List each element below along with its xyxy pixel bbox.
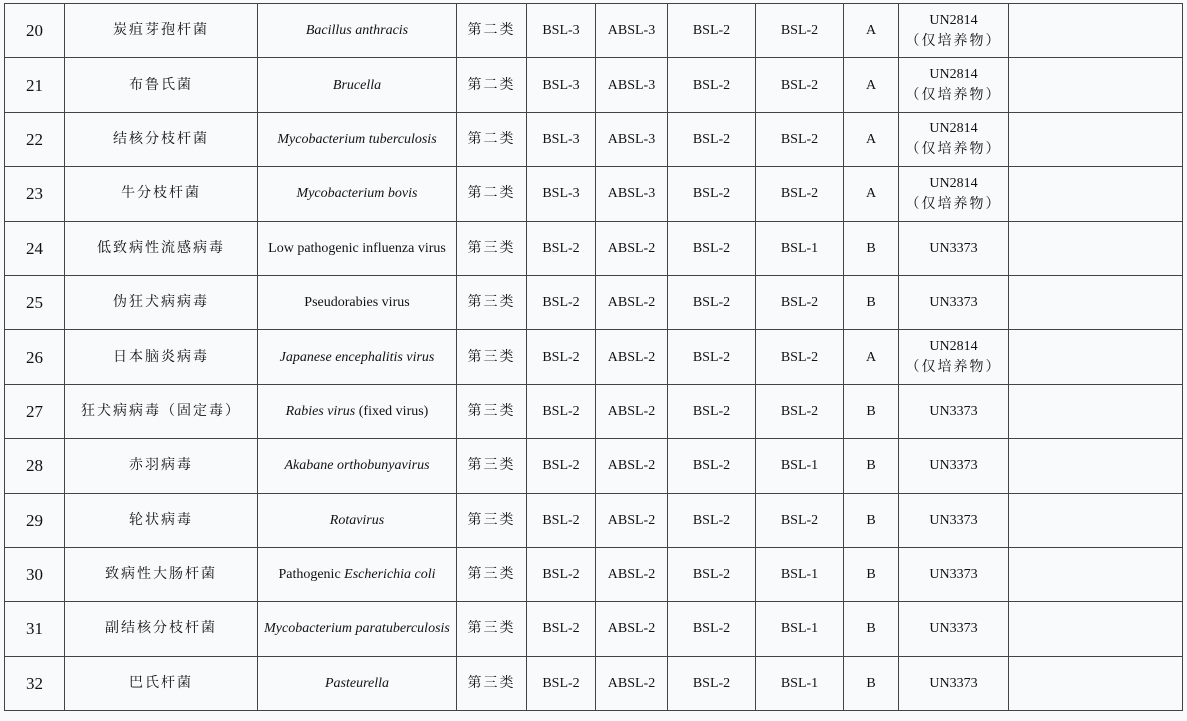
table-row xyxy=(5,493,1183,547)
un-number-cell xyxy=(899,330,1009,384)
row-number-cell: 20 xyxy=(5,4,65,58)
hazard-class-cell: 第三类 xyxy=(457,493,527,547)
latin-name-part: Pasteurella xyxy=(324,675,390,691)
animal-biosafety-level-cell: ABSL-3 xyxy=(596,167,668,221)
row-number-cell: 32 xyxy=(5,656,65,710)
un-number-cell xyxy=(899,275,1009,329)
remark-cell xyxy=(1009,167,1183,221)
latin-name-part: Escherichia coli xyxy=(344,567,436,583)
latin-name-cell xyxy=(258,330,457,384)
chinese-name-cell: 结核分枝杆菌 xyxy=(65,112,258,166)
table-row xyxy=(5,4,1183,58)
un-number: UN3373 xyxy=(929,240,978,256)
latin-name-cell xyxy=(258,384,457,438)
chinese-name-cell: 致病性大肠杆菌 xyxy=(65,547,258,601)
packaging-category-cell: B xyxy=(844,275,899,329)
latin-name-cell xyxy=(258,112,457,166)
operation-level-1-cell: BSL-2 xyxy=(668,58,756,112)
packaging-category-cell: A xyxy=(844,167,899,221)
latin-name-cell xyxy=(258,4,457,58)
operation-level-1-cell: BSL-2 xyxy=(668,602,756,656)
un-number: UN2814 xyxy=(929,339,978,355)
packaging-category-cell: B xyxy=(844,547,899,601)
packaging-category-cell: A xyxy=(844,58,899,112)
operation-level-1-cell: BSL-2 xyxy=(668,167,756,221)
table-row xyxy=(5,384,1183,438)
remark-cell xyxy=(1009,439,1183,493)
lab-biosafety-level-cell: BSL-2 xyxy=(527,330,596,384)
lab-biosafety-level-cell: BSL-2 xyxy=(527,221,596,275)
packaging-category-cell: A xyxy=(844,4,899,58)
row-number-cell: 28 xyxy=(5,439,65,493)
packaging-category-cell: A xyxy=(844,112,899,166)
un-number: UN2814 xyxy=(929,175,978,191)
un-number-cell xyxy=(899,112,1009,166)
chinese-name-cell: 副结核分枝杆菌 xyxy=(65,602,258,656)
lab-biosafety-level-cell: BSL-3 xyxy=(527,4,596,58)
remark-cell xyxy=(1009,221,1183,275)
un-number-cell xyxy=(899,167,1009,221)
operation-level-1-cell: BSL-2 xyxy=(668,4,756,58)
chinese-name-cell: 赤羽病毒 xyxy=(65,439,258,493)
latin-name-cell xyxy=(258,439,457,493)
chinese-name-cell: 轮状病毒 xyxy=(65,493,258,547)
remark-cell xyxy=(1009,275,1183,329)
operation-level-2-cell: BSL-1 xyxy=(756,221,844,275)
un-number: UN3373 xyxy=(929,512,978,528)
un-number-cell xyxy=(899,221,1009,275)
animal-biosafety-level-cell: ABSL-2 xyxy=(596,275,668,329)
un-note: （仅培养物） xyxy=(905,142,1002,158)
lab-biosafety-level-cell: BSL-2 xyxy=(527,493,596,547)
hazard-class-cell: 第二类 xyxy=(457,112,527,166)
un-number-cell xyxy=(899,602,1009,656)
remark-cell xyxy=(1009,547,1183,601)
operation-level-1-cell: BSL-2 xyxy=(668,547,756,601)
row-number-cell: 30 xyxy=(5,547,65,601)
chinese-name-cell: 伪狂犬病病毒 xyxy=(65,275,258,329)
latin-name-cell xyxy=(258,602,457,656)
latin-name-part: Mycobacterium bovis xyxy=(296,186,418,202)
operation-level-2-cell: BSL-2 xyxy=(756,493,844,547)
table-row xyxy=(5,330,1183,384)
hazard-class-cell: 第三类 xyxy=(457,439,527,493)
un-number: UN3373 xyxy=(929,675,978,691)
latin-name-cell xyxy=(258,493,457,547)
row-number-cell: 31 xyxy=(5,602,65,656)
remark-cell xyxy=(1009,112,1183,166)
animal-biosafety-level-cell: ABSL-3 xyxy=(596,58,668,112)
chinese-name-cell: 狂犬病病毒（固定毒） xyxy=(65,384,258,438)
table-row xyxy=(5,221,1183,275)
chinese-name-cell: 牛分枝杆菌 xyxy=(65,167,258,221)
latin-name-part: (fixed virus) xyxy=(355,403,429,419)
operation-level-2-cell: BSL-2 xyxy=(756,112,844,166)
row-number-cell: 23 xyxy=(5,167,65,221)
un-number-cell xyxy=(899,4,1009,58)
remark-cell xyxy=(1009,656,1183,710)
remark-cell xyxy=(1009,384,1183,438)
row-number-cell: 29 xyxy=(5,493,65,547)
hazard-class-cell: 第二类 xyxy=(457,4,527,58)
table-row xyxy=(5,602,1183,656)
operation-level-1-cell: BSL-2 xyxy=(668,330,756,384)
latin-name-part: Pathogenic xyxy=(278,567,345,583)
un-number: UN2814 xyxy=(929,67,978,83)
row-number-cell: 27 xyxy=(5,384,65,438)
latin-name-cell xyxy=(258,275,457,329)
latin-name-cell xyxy=(258,167,457,221)
table-row xyxy=(5,439,1183,493)
hazard-class-cell: 第二类 xyxy=(457,58,527,112)
chinese-name-cell: 布鲁氏菌 xyxy=(65,58,258,112)
operation-level-1-cell: BSL-2 xyxy=(668,384,756,438)
lab-biosafety-level-cell: BSL-2 xyxy=(527,656,596,710)
row-number-cell: 22 xyxy=(5,112,65,166)
un-number-cell xyxy=(899,656,1009,710)
un-number-cell xyxy=(899,493,1009,547)
chinese-name-cell: 低致病性流感病毒 xyxy=(65,221,258,275)
latin-name-part: Mycobacterium paratuberculosis xyxy=(264,621,450,637)
table-row xyxy=(5,112,1183,166)
operation-level-1-cell: BSL-2 xyxy=(668,656,756,710)
row-number-cell: 26 xyxy=(5,330,65,384)
remark-cell xyxy=(1009,330,1183,384)
lab-biosafety-level-cell: BSL-3 xyxy=(527,167,596,221)
latin-name-part: Akabane orthobunyavirus xyxy=(284,458,430,474)
latin-name-part: Pseudorabies virus xyxy=(304,295,410,311)
animal-biosafety-level-cell: ABSL-3 xyxy=(596,4,668,58)
row-number-cell: 21 xyxy=(5,58,65,112)
operation-level-1-cell: BSL-2 xyxy=(668,112,756,166)
un-number: UN3373 xyxy=(929,295,978,311)
operation-level-2-cell: BSL-1 xyxy=(756,439,844,493)
operation-level-1-cell: BSL-2 xyxy=(668,221,756,275)
hazard-class-cell: 第三类 xyxy=(457,602,527,656)
hazard-class-cell: 第三类 xyxy=(457,384,527,438)
packaging-category-cell: B xyxy=(844,439,899,493)
remark-cell xyxy=(1009,493,1183,547)
chinese-name-cell: 炭疽芽孢杆菌 xyxy=(65,4,258,58)
latin-name-part: Rotavirus xyxy=(329,512,385,528)
un-note: （仅培养物） xyxy=(905,360,1002,376)
latin-name-part: Brucella xyxy=(332,77,382,93)
un-number: UN3373 xyxy=(929,458,978,474)
packaging-category-cell: B xyxy=(844,221,899,275)
remark-cell xyxy=(1009,602,1183,656)
animal-biosafety-level-cell: ABSL-2 xyxy=(596,384,668,438)
operation-level-2-cell: BSL-2 xyxy=(756,167,844,221)
latin-name-part: Rabies virus xyxy=(285,403,356,419)
animal-biosafety-level-cell: ABSL-2 xyxy=(596,439,668,493)
remark-cell xyxy=(1009,4,1183,58)
latin-name-cell xyxy=(258,221,457,275)
un-number-cell xyxy=(899,547,1009,601)
latin-name-part: Low pathogenic influenza virus xyxy=(268,240,446,256)
un-number-cell xyxy=(899,439,1009,493)
lab-biosafety-level-cell: BSL-2 xyxy=(527,439,596,493)
operation-level-2-cell: BSL-2 xyxy=(756,4,844,58)
packaging-category-cell: B xyxy=(844,656,899,710)
table-row xyxy=(5,167,1183,221)
un-number: UN3373 xyxy=(929,621,978,637)
operation-level-2-cell: BSL-1 xyxy=(756,602,844,656)
packaging-category-cell: B xyxy=(844,384,899,438)
operation-level-2-cell: BSL-2 xyxy=(756,330,844,384)
table-row xyxy=(5,656,1183,710)
row-number-cell: 25 xyxy=(5,275,65,329)
animal-biosafety-level-cell: ABSL-2 xyxy=(596,602,668,656)
animal-biosafety-level-cell: ABSL-2 xyxy=(596,493,668,547)
un-number: UN3373 xyxy=(929,403,978,419)
packaging-category-cell: B xyxy=(844,493,899,547)
lab-biosafety-level-cell: BSL-2 xyxy=(527,384,596,438)
animal-biosafety-level-cell: ABSL-2 xyxy=(596,221,668,275)
remark-cell xyxy=(1009,58,1183,112)
un-number-cell xyxy=(899,58,1009,112)
un-note: （仅培养物） xyxy=(905,196,1002,212)
hazard-class-cell: 第三类 xyxy=(457,221,527,275)
operation-level-1-cell: BSL-2 xyxy=(668,439,756,493)
operation-level-2-cell: BSL-1 xyxy=(756,547,844,601)
un-note: （仅培养物） xyxy=(905,88,1002,104)
hazard-class-cell: 第二类 xyxy=(457,167,527,221)
packaging-category-cell: B xyxy=(844,602,899,656)
animal-biosafety-level-cell: ABSL-2 xyxy=(596,656,668,710)
operation-level-2-cell: BSL-2 xyxy=(756,384,844,438)
operation-level-2-cell: BSL-2 xyxy=(756,275,844,329)
un-number: UN2814 xyxy=(929,121,978,137)
lab-biosafety-level-cell: BSL-2 xyxy=(527,547,596,601)
table-row xyxy=(5,58,1183,112)
operation-level-1-cell: BSL-2 xyxy=(668,275,756,329)
chinese-name-cell: 巴氏杆菌 xyxy=(65,656,258,710)
row-number-cell: 24 xyxy=(5,221,65,275)
latin-name-cell xyxy=(258,656,457,710)
lab-biosafety-level-cell: BSL-3 xyxy=(527,112,596,166)
operation-level-2-cell: BSL-1 xyxy=(756,656,844,710)
un-note: （仅培养物） xyxy=(905,33,1002,49)
un-number-cell xyxy=(899,384,1009,438)
animal-biosafety-level-cell: ABSL-2 xyxy=(596,547,668,601)
animal-biosafety-level-cell: ABSL-3 xyxy=(596,112,668,166)
latin-name-part: Mycobacterium tuberculosis xyxy=(277,131,437,147)
chinese-name-cell: 日本脑炎病毒 xyxy=(65,330,258,384)
lab-biosafety-level-cell: BSL-2 xyxy=(527,275,596,329)
un-number: UN3373 xyxy=(929,567,978,583)
latin-name-part: Bacillus anthracis xyxy=(305,23,409,39)
animal-biosafety-level-cell: ABSL-2 xyxy=(596,330,668,384)
table-row xyxy=(5,547,1183,601)
un-number: UN2814 xyxy=(929,12,978,28)
hazard-class-cell: 第三类 xyxy=(457,547,527,601)
pathogen-table xyxy=(4,3,1183,711)
lab-biosafety-level-cell: BSL-3 xyxy=(527,58,596,112)
latin-name-cell xyxy=(258,58,457,112)
table-row xyxy=(5,275,1183,329)
operation-level-2-cell: BSL-2 xyxy=(756,58,844,112)
hazard-class-cell: 第三类 xyxy=(457,330,527,384)
hazard-class-cell: 第三类 xyxy=(457,656,527,710)
operation-level-1-cell: BSL-2 xyxy=(668,493,756,547)
lab-biosafety-level-cell: BSL-2 xyxy=(527,602,596,656)
latin-name-part: Japanese encephalitis virus xyxy=(279,349,435,365)
packaging-category-cell: A xyxy=(844,330,899,384)
hazard-class-cell: 第三类 xyxy=(457,275,527,329)
latin-name-cell xyxy=(258,547,457,601)
